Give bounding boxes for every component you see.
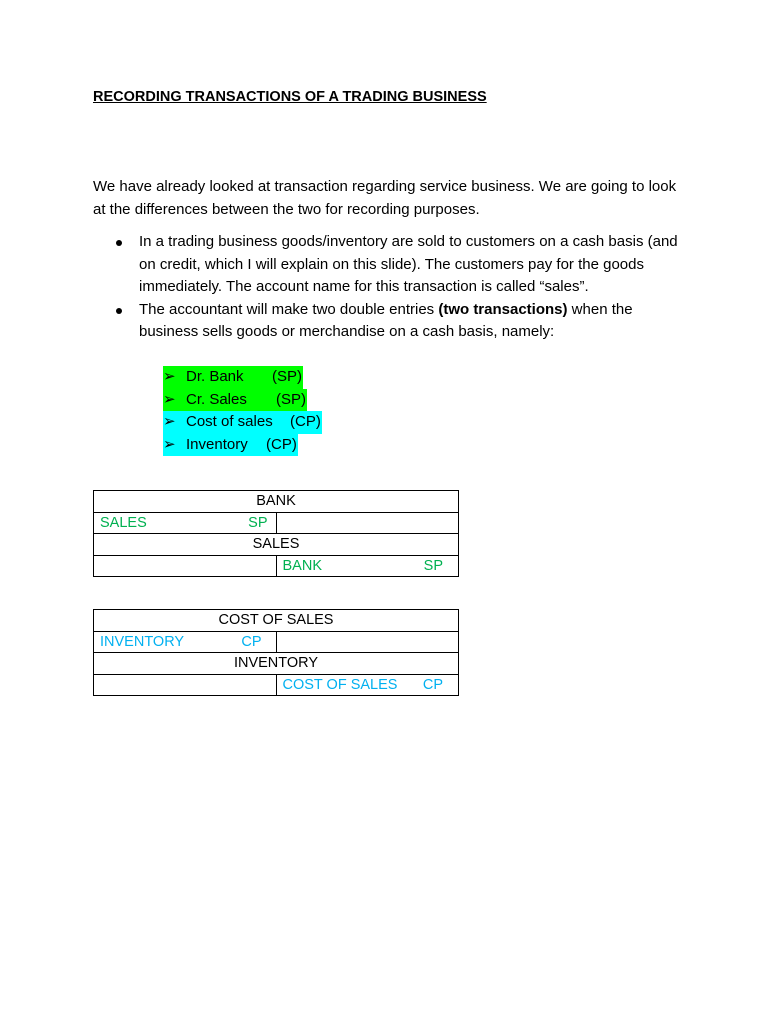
entry-tag: (SP) xyxy=(272,368,302,385)
entry-item xyxy=(163,434,322,457)
bullet-list xyxy=(93,231,683,344)
ledger-debit-cell xyxy=(94,512,277,534)
entry-label: Dr. Bank xyxy=(186,368,244,385)
bullet-text: when the business sells goods or merchandise on a cash basis, namely: xyxy=(139,300,633,340)
entry-tag: (CP) xyxy=(266,435,297,453)
entry-tag: (SP) xyxy=(276,390,306,408)
entry-label: Cost of sales xyxy=(186,413,273,431)
entry-tag: (CP) xyxy=(290,413,321,431)
ledger-table-cost-of-sales-inventory xyxy=(93,609,459,696)
entry-highlight xyxy=(163,366,303,389)
account-heading-cost-of-sales: COST OF SALES xyxy=(94,610,459,632)
debit-account-code: SP xyxy=(248,514,268,531)
arrow-bullet-icon: ➢ xyxy=(163,435,176,453)
entry-highlight xyxy=(163,411,322,434)
credit-account-label: COST OF SALES xyxy=(282,676,398,693)
ledger-credit-cell xyxy=(276,555,459,577)
document-title: RECORDING TRANSACTIONS OF A TRADING BUSINESS xyxy=(93,89,487,105)
arrow-bullet-icon: ➢ xyxy=(163,390,176,408)
account-heading-inventory: INVENTORY xyxy=(94,653,459,675)
debit-account-code: CP xyxy=(241,633,262,650)
credit-account-code: SP xyxy=(423,557,443,574)
debit-account-label: SALES xyxy=(100,514,147,531)
bullet-bold-text: (two transactions) xyxy=(438,300,568,318)
bullet-dot-icon xyxy=(116,240,122,246)
entry-highlight xyxy=(163,434,298,457)
bullet-item-double-entries xyxy=(93,299,683,344)
bullet-item-sales xyxy=(93,231,683,299)
arrow-bullet-icon: ➢ xyxy=(163,368,176,385)
bullet-text: In a trading business goods/inventory are sold to customers on a cash basis (and on credit, which I will explain on this slide). The customers pay for the goods immediately. The account name for this transaction is called “sales”. xyxy=(139,233,678,295)
debit-account-label: INVENTORY xyxy=(100,633,185,650)
ledger-debit-cell xyxy=(94,631,277,653)
intro-paragraph: We have already looked at transaction regarding service business. We are going to look at the differences between the two for recording purposes. xyxy=(93,178,677,218)
account-heading-bank: BANK xyxy=(94,491,459,513)
credit-account-code: CP xyxy=(422,676,443,693)
entry-label: Inventory xyxy=(186,435,248,453)
ledger-debit-cell xyxy=(94,674,277,696)
entry-label: Cr. Sales xyxy=(186,390,247,408)
entry-item xyxy=(163,389,322,412)
entry-item xyxy=(163,366,322,389)
double-entry-list xyxy=(163,366,322,456)
ledger-debit-cell xyxy=(94,555,277,577)
ledger-credit-cell xyxy=(276,674,459,696)
bullet-text: The accountant will make two double entries xyxy=(139,300,439,318)
arrow-bullet-icon: ➢ xyxy=(163,413,176,431)
ledger-credit-cell xyxy=(276,512,459,534)
credit-account-label: BANK xyxy=(282,557,322,574)
entry-highlight xyxy=(163,389,307,412)
account-heading-sales: SALES xyxy=(94,534,459,556)
ledger-table-bank-sales xyxy=(93,490,459,577)
bullet-dot-icon xyxy=(116,308,122,314)
entry-item xyxy=(163,411,322,434)
ledger-credit-cell xyxy=(276,631,459,653)
